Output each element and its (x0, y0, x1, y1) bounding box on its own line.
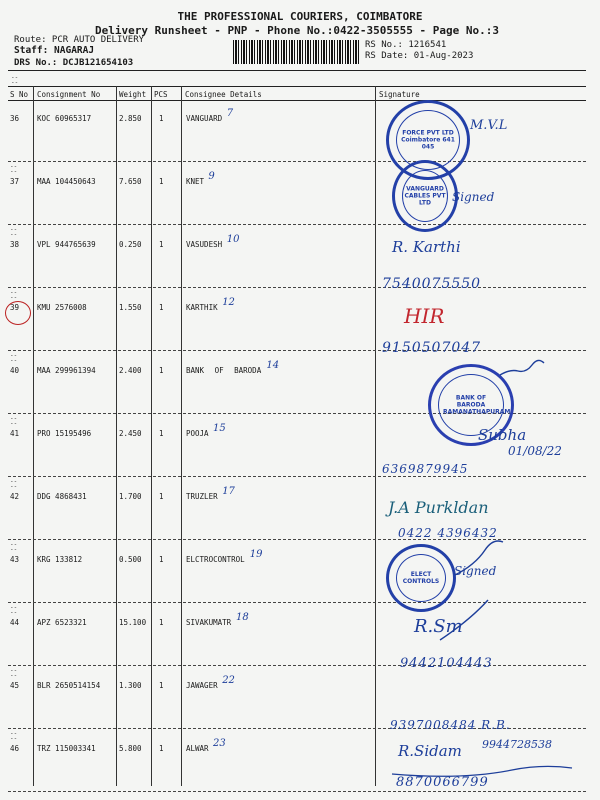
weight-value: 5.800 (119, 744, 142, 753)
dash-mark: -- (10, 420, 18, 427)
stamp-text: FORCE PVT LTD Coimbatore 641 045 (401, 129, 455, 151)
consignment-number: DDG 4868431 (37, 492, 87, 501)
route-label: Route: PCR AUTO DELIVERY (14, 35, 145, 45)
consignment-number: KRG 133812 (37, 555, 83, 564)
consignment-number: MAA 104450643 (37, 177, 96, 186)
dash-mark: -- (11, 74, 19, 81)
row-serial: 37 (10, 177, 20, 186)
dash-mark: -- (10, 672, 18, 679)
handwritten-number: 12 (222, 297, 235, 308)
handwritten-number: 14 (266, 360, 280, 371)
signature-handwriting: R.Sm (414, 616, 463, 637)
handwritten-number: 22 (222, 675, 235, 686)
stamp-text: BANK OF BARODA RAMANATHAPURAM (443, 394, 511, 416)
weight-value: 1.550 (119, 303, 142, 312)
pieces-count: 1 (159, 177, 164, 186)
dash-mark: -- (10, 352, 18, 359)
dash-mark: -- (10, 478, 18, 485)
consignee-name: KARTHIK (186, 303, 218, 312)
handwritten-number: 7 (226, 108, 234, 119)
dash-mark: -- (10, 163, 18, 170)
consignee-name: KNET (186, 177, 205, 186)
weight-value: 0.500 (119, 555, 142, 564)
row-serial: 39 (10, 303, 20, 312)
company-title: THE PROFESSIONAL COURIERS, COIMBATORE (177, 10, 423, 23)
weight-value: 1.300 (119, 681, 142, 690)
row-serial: 36 (10, 114, 20, 123)
dash-mark: -- (10, 667, 18, 674)
row-serial: 43 (10, 555, 20, 564)
row-serial: 40 (10, 366, 20, 375)
col-weight: Weight (119, 90, 147, 99)
signature-handwriting: M.V.L (470, 118, 508, 133)
pieces-count: 1 (159, 429, 164, 438)
pieces-count: 1 (159, 492, 164, 501)
dash-mark: -- (11, 79, 19, 86)
consignment-number: KOC 60965317 (37, 114, 92, 123)
rs-number: RS No.: 1216541 (365, 40, 447, 50)
weight-value: 0.250 (119, 240, 142, 249)
rs-date: RS Date: 01-Aug-2023 (365, 51, 474, 61)
handwritten-number: 18 (236, 612, 249, 623)
dash-mark: -- (10, 604, 18, 611)
pieces-count: 1 (159, 114, 164, 123)
consignee-name: JAWAGER (186, 681, 218, 690)
dash-mark: -- (10, 226, 18, 233)
row-serial: 46 (10, 744, 20, 753)
weight-value: 1.700 (119, 492, 142, 501)
signature-handwriting: HIR (404, 304, 445, 328)
pieces-count: 1 (159, 555, 164, 564)
row-serial: 45 (10, 681, 20, 690)
dash-mark: -- (10, 546, 18, 553)
signature-handwriting: Signed (454, 564, 497, 578)
phone-handwriting: 9944728538 (482, 738, 552, 751)
phone-handwriting: 7540075550 (382, 276, 482, 292)
col-sno: S No (10, 90, 29, 99)
pieces-count: 1 (159, 240, 164, 249)
runsheet-subtitle: Delivery Runsheet - PNP - Phone No.:0422-3505555 - Page No.:3 (95, 24, 499, 37)
dash-mark: -- (10, 483, 18, 490)
dash-mark: -- (10, 541, 18, 548)
phone-handwriting: 8870066799 (396, 775, 489, 790)
staff-label: Staff: NAGARAJ (14, 45, 95, 56)
weight-value: 15.100 (119, 618, 147, 627)
consignee-name: VANGUARD (186, 114, 223, 123)
col-signature: Signature (379, 90, 420, 99)
signature-handwriting: J.A Purkldan (388, 498, 489, 517)
dash-mark: -- (10, 231, 18, 238)
consignment-number: BLR 2650514154 (37, 681, 101, 690)
consignment-number: APZ 6523321 (37, 618, 87, 627)
row-serial: 44 (10, 618, 20, 627)
weight-value: 2.850 (119, 114, 142, 123)
consignee-name: SIVAKUMATR (186, 618, 232, 627)
consignee-name: ALWAR (186, 744, 209, 753)
dash-mark: -- (10, 609, 18, 616)
dash-mark: -- (10, 735, 18, 742)
weight-value: 7.650 (119, 177, 142, 186)
signature-handwriting: Subha (478, 426, 527, 444)
pieces-count: 1 (159, 303, 164, 312)
dash-mark: -- (10, 168, 18, 175)
consignment-number: MAA 299961394 (37, 366, 96, 375)
consignment-number: KMU 2576008 (37, 303, 87, 312)
pieces-count: 1 (159, 618, 164, 627)
dash-mark: -- (10, 415, 18, 422)
pieces-count: 1 (159, 744, 164, 753)
phone-handwriting: 6369879945 (382, 462, 469, 476)
dash-mark: -- (10, 289, 18, 296)
row-serial: 42 (10, 492, 20, 501)
row-serial: 38 (10, 240, 20, 249)
drs-number: DRS No.: DCJB121654103 (14, 58, 134, 68)
col-pcs: PCS (154, 90, 168, 99)
pieces-count: 1 (159, 366, 164, 375)
date-handwriting: 01/08/22 (508, 444, 562, 458)
signature-handwriting: R. Karthi (392, 238, 461, 256)
handwritten-number: 15 (213, 423, 226, 434)
handwritten-number: 17 (222, 486, 235, 497)
phone-handwriting: 9150507047 (382, 340, 482, 356)
handwritten-number: 9 (208, 171, 215, 182)
signature-handwriting: Signed (452, 190, 495, 204)
row-serial: 41 (10, 429, 20, 438)
dash-mark: -- (10, 294, 18, 301)
stamp-text: ELECT CONTROLS (402, 571, 440, 585)
consignee-name: POOJA (186, 429, 209, 438)
stamp-text: VANGUARD CABLES PVT LTD (404, 185, 446, 207)
pieces-count: 1 (159, 681, 164, 690)
dash-mark: -- (10, 357, 18, 364)
consignment-number: PRO 15195496 (37, 429, 92, 438)
phone-handwriting: 0422 4396432 (398, 526, 498, 540)
weight-value: 2.400 (119, 366, 142, 375)
handwritten-number: 19 (249, 549, 263, 560)
consignee-name: ELCTROCONTROL (186, 555, 245, 564)
consignee-name: BANK OF BARODA (186, 366, 262, 375)
dash-mark: -- (10, 730, 18, 737)
consignment-number: TRZ 115003341 (37, 744, 96, 753)
handwritten-number: 23 (213, 738, 226, 749)
phone-handwriting: 9442104443 (400, 656, 493, 671)
col-consignment: Consignment No (37, 90, 101, 99)
signature-handwriting: R.Sidam (398, 742, 462, 760)
weight-value: 2.450 (119, 429, 142, 438)
consignee-name: TRUZLER (186, 492, 218, 501)
consignment-number: VPL 944765639 (37, 240, 96, 249)
col-consignee: Consignee Details (185, 90, 262, 99)
handwritten-number: 10 (226, 234, 240, 245)
consignee-name: VASUDESH (186, 240, 223, 249)
phone-handwriting: 9397008484 R.B. (390, 718, 511, 732)
